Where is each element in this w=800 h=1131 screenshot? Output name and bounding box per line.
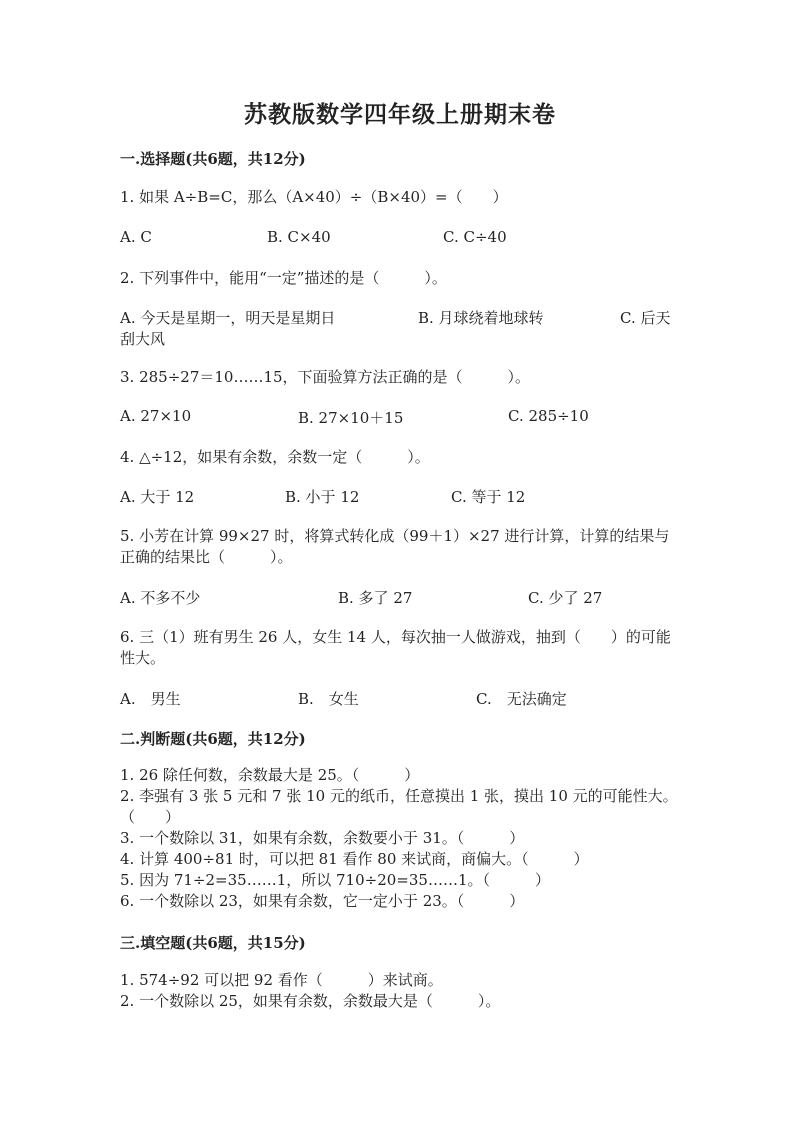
option-b: B. 女生 <box>298 690 359 708</box>
option-c: C. 285÷10 <box>508 407 589 425</box>
option-c: C. 无法确定 <box>476 690 567 708</box>
option-b: B. 小于 12 <box>285 488 360 506</box>
section-heading-fill: 三.填空题(共6题，共15分) <box>120 934 306 952</box>
option-c: C. 后天 <box>620 309 671 327</box>
page-title: 苏教版数学四年级上册期末卷 <box>244 101 556 128</box>
question-stem: 1. 如果 A÷B=C，那么（A×40）÷（B×40）=（ ） <box>120 188 508 206</box>
section-heading-choice: 一.选择题(共6题，共12分) <box>120 150 306 168</box>
option-b: B. 多了 27 <box>338 589 413 607</box>
option-b: B. 27×10＋15 <box>298 409 404 427</box>
option-a: A. 不多不少 <box>120 589 201 607</box>
option-a: A. 27×10 <box>120 407 192 425</box>
judge-item: 6. 一个数除以 23，如果有余数，它一定小于 23。（ ） <box>120 892 525 910</box>
section-heading-judge: 二.判断题(共6题，共12分) <box>120 730 306 748</box>
judge-item: 2. 李强有 3 张 5 元和 7 张 10 元的纸币，任意摸出 1 张，摸出 10 元的可能性大。 （ ） <box>120 787 701 826</box>
option-c: C. 等于 12 <box>451 488 526 506</box>
option-a: A. 男生 <box>120 690 181 708</box>
judge-item: 4. 计算 400÷81 时，可以把 81 看作 80 来试商，商偏大。（ ） <box>120 850 589 868</box>
judge-item: 5. 因为 71÷2=35……1，所以 710÷20=35……1。（ ） <box>120 871 550 889</box>
judge-item: 3. 一个数除以 31，如果有余数，余数要小于 31。（ ） <box>120 829 525 847</box>
option-c-wrap: 刮大风 <box>120 330 166 348</box>
option-a: A. C <box>120 228 152 246</box>
question-stem: 2. 下列事件中，能用“一定”描述的是（ ）。 <box>120 269 447 287</box>
question-stem: 3. 285÷27＝10……15，下面验算方法正确的是（ ）。 <box>120 368 531 386</box>
option-a: A. 今天是星期一，明天是星期日 <box>120 309 336 327</box>
fill-item: 1. 574÷92 可以把 92 看作（ ）来试商。 <box>120 971 443 989</box>
option-b: B. C×40 <box>267 228 331 246</box>
question-stem: 4. △÷12，如果有余数，余数一定（ ）。 <box>120 448 430 466</box>
option-b: B. 月球绕着地球转 <box>418 309 544 327</box>
judge-item: 1. 26 除任何数，余数最大是 25。（ ） <box>120 766 420 784</box>
question-stem: 6. 三（1）班有男生 26 人，女生 14 人，每次抽一人做游戏，抽到（ ）的可能性大。 <box>120 628 671 667</box>
option-c: C. 少了 27 <box>528 589 603 607</box>
option-c: C. C÷40 <box>443 228 507 246</box>
fill-item: 2. 一个数除以 25，如果有余数，余数最大是（ ）。 <box>120 992 501 1010</box>
option-a: A. 大于 12 <box>120 488 195 506</box>
question-stem: 5. 小芳在计算 99×27 时，将算式转化成（99＋1）×27 进行计算，计算的结果与正确的结果比（ ）。 <box>120 527 670 566</box>
